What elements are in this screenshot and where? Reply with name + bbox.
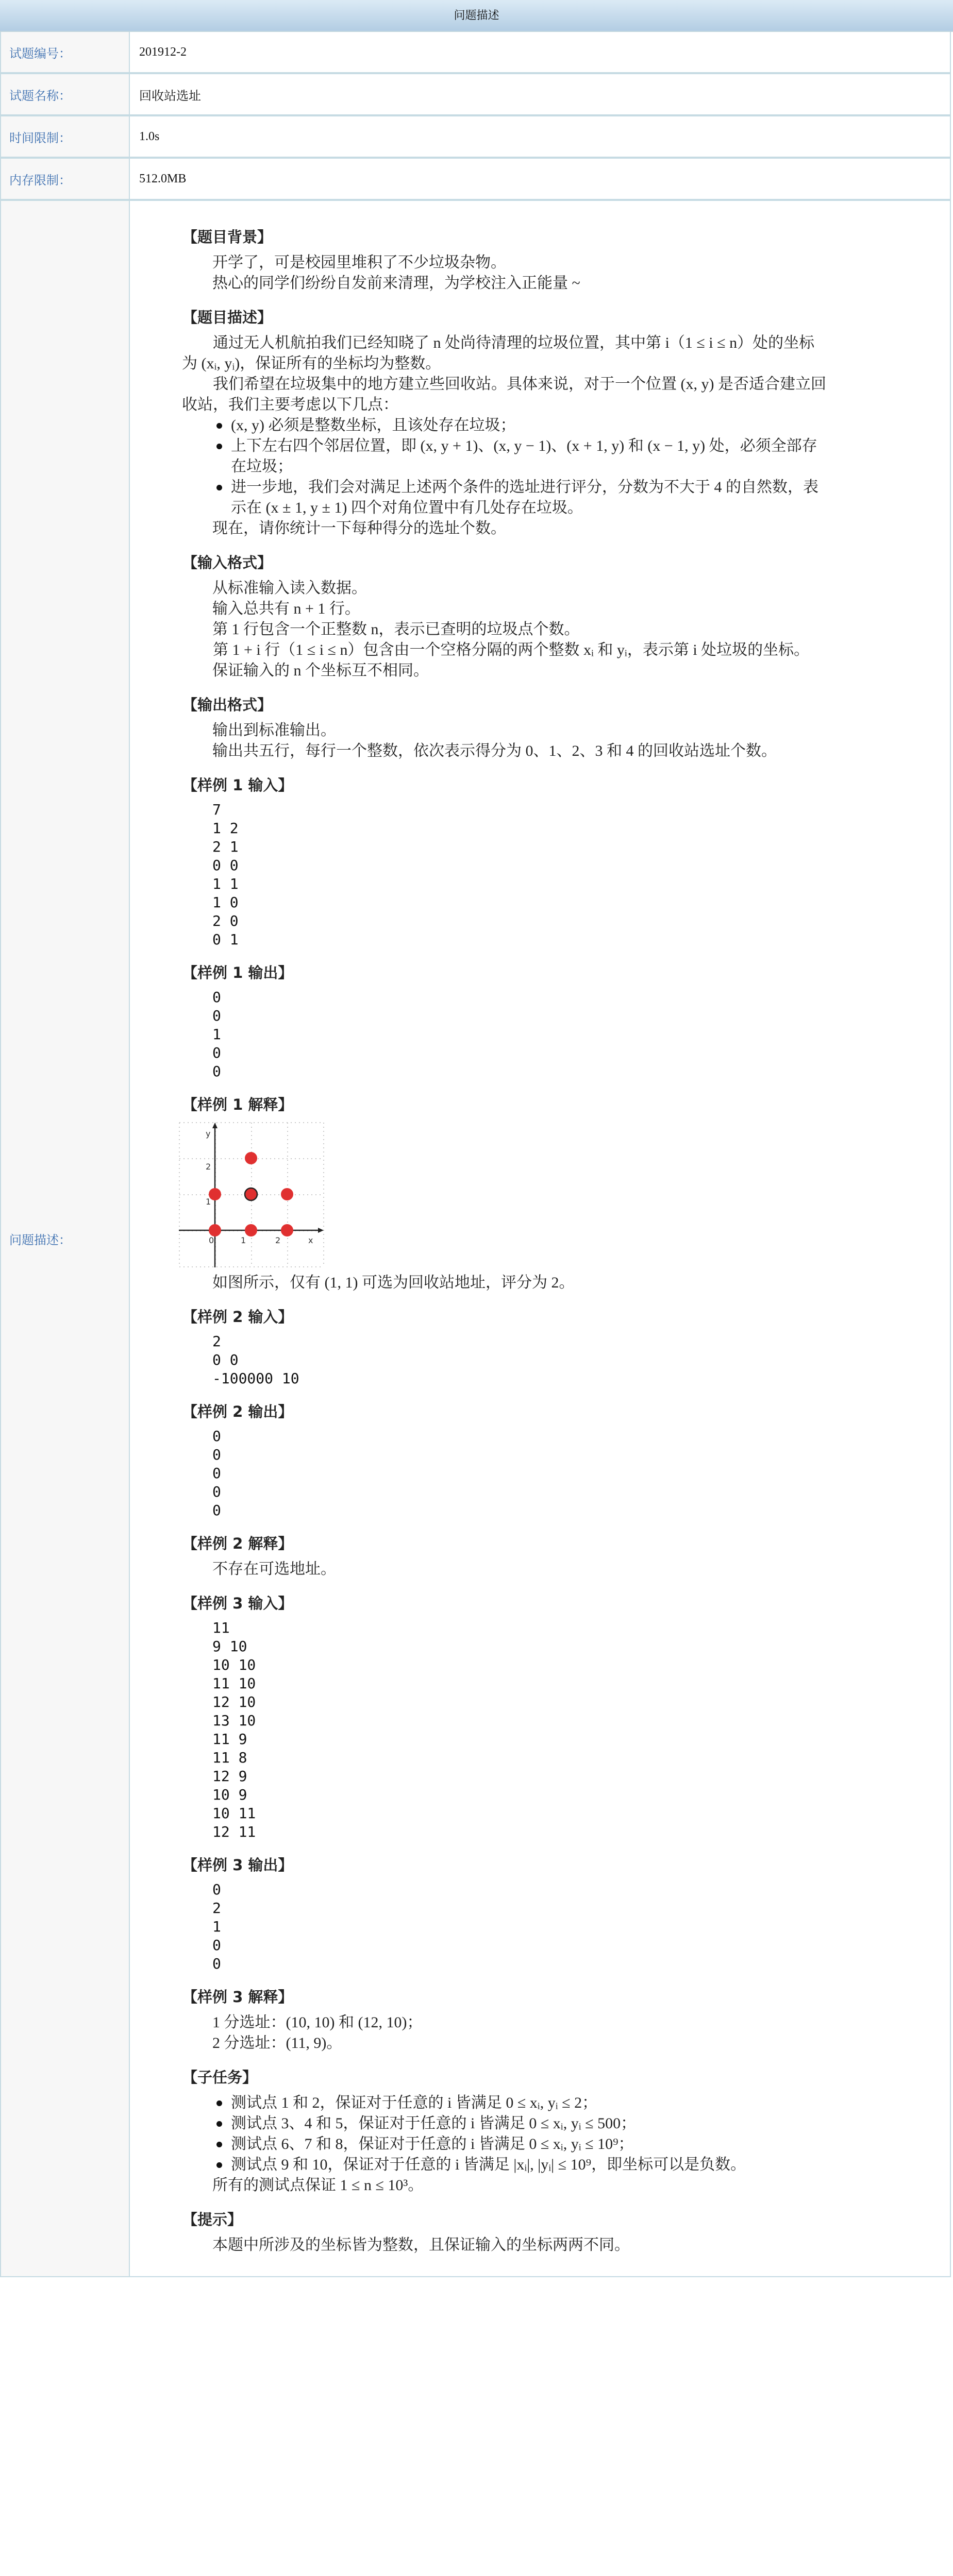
list-item — [216, 477, 827, 518]
code-line: 0 0 — [212, 857, 239, 874]
list-item — [216, 436, 827, 477]
code-line: 0 0 — [212, 1351, 239, 1368]
paragraph: 2 分选址：(11, 9)。 — [212, 2035, 342, 2052]
x-tick-label: 0 — [209, 1235, 214, 1245]
section-heading-subtasks: 【子任务】 — [182, 2069, 258, 2086]
section-heading-description: 【题目描述】 — [182, 309, 273, 326]
x-tick-label: 2 — [275, 1235, 281, 1245]
code-line: 2 — [212, 1900, 221, 1917]
code-line: 12 10 — [212, 1693, 256, 1710]
code-line: 9 10 — [212, 1638, 247, 1655]
code-line: 11 8 — [212, 1749, 247, 1766]
info-label: 内存限制： — [1, 159, 130, 199]
paragraph: 输入总共有 n + 1 行。 — [212, 600, 360, 617]
section-heading-sample2-explain: 【样例 2 解释】 — [182, 1535, 293, 1552]
list-item-text: 进一步地，我们会对满足上述两个条件的选址进行评分，分数为不大于 4 的自然数，表示在 (x ± 1, y ± 1) 四个对角位置中有几处存在垃圾。 — [231, 479, 818, 516]
info-row-problem-name — [0, 74, 951, 116]
section-heading-sample1-explain: 【样例 1 解释】 — [182, 1096, 293, 1113]
code-line: 11 10 — [212, 1675, 256, 1692]
code-line: 0 — [212, 1465, 221, 1482]
info-row-time-limit — [0, 116, 951, 159]
y-axis-arrow-icon — [212, 1123, 218, 1128]
info-row-problem-id — [0, 32, 951, 74]
code-line: 0 — [212, 1428, 221, 1445]
bullet-icon — [216, 2142, 222, 2147]
code-line: 1 2 — [212, 820, 239, 837]
code-line: 0 — [212, 1955, 221, 1972]
info-label: 试题名称： — [1, 74, 130, 114]
paragraph: 如图所示，仅有 (1, 1) 可选为回收站地址，评分为 2。 — [212, 1274, 575, 1291]
info-value: 1.0s — [139, 129, 160, 143]
sample2-output — [182, 1427, 827, 1520]
section-heading-sample1-output: 【样例 1 输出】 — [182, 964, 293, 981]
section-heading-sample1-input: 【样例 1 输入】 — [182, 776, 293, 794]
section-heading-output-format: 【输出格式】 — [182, 696, 273, 714]
list-item-text: 测试点 1 和 2，保证对于任意的 i 皆满足 0 ≤ xᵢ, yᵢ ≤ 2； — [231, 2094, 598, 2111]
code-line: 2 1 — [212, 838, 239, 855]
list-item — [216, 2134, 827, 2155]
bullet-icon — [216, 485, 222, 490]
info-label: 试题编号： — [1, 32, 130, 72]
sample1-figure — [179, 1122, 324, 1267]
y-axis-label: y — [206, 1129, 211, 1139]
paragraph: 输出共五行，每行一个整数，依次表示得分为 0、1、2、3 和 4 的回收站选址个数。 — [212, 742, 777, 759]
sample2-input — [182, 1332, 827, 1388]
code-line: 1 1 — [212, 875, 239, 892]
code-line: 11 9 — [212, 1731, 247, 1748]
paragraph: 1 分选址：(10, 10) 和 (12, 10)； — [212, 2014, 423, 2031]
sample3-output — [182, 1880, 827, 1973]
paragraph: 第 1 行包含一个正整数 n，表示已查明的垃圾点个数。 — [212, 621, 580, 638]
code-line: 1 — [212, 1918, 221, 1935]
description-label: 问题描述： — [1, 201, 130, 2276]
section-heading-background: 【题目背景】 — [182, 228, 273, 246]
code-line: 11 — [212, 1619, 230, 1636]
paragraph: 开学了，可是校园里堆积了不少垃圾杂物。 — [212, 254, 506, 271]
y-tick-label: 1 — [206, 1197, 211, 1207]
code-line: 2 0 — [212, 912, 239, 929]
code-line: 13 10 — [212, 1712, 256, 1729]
problem-content — [182, 201, 827, 2276]
sample3-input — [182, 1619, 827, 1841]
x-tick-label: 1 — [241, 1235, 246, 1245]
trash-point — [281, 1188, 293, 1200]
paragraph: 通过无人机航拍我们已经知晓了 n 处尚待清理的垃圾位置，其中第 i（1 ≤ i ≤ n）处的坐标为 (xᵢ, yᵢ)，保证所有的坐标均为整数。 — [182, 334, 815, 372]
list-item-text: 测试点 9 和 10，保证对于任意的 i 皆满足 |xᵢ|, |yᵢ| ≤ 10⁹，即坐标可以是负数。 — [231, 2156, 746, 2173]
code-line: 0 — [212, 1483, 221, 1500]
code-line: 0 — [212, 1881, 221, 1898]
trash-point — [209, 1188, 221, 1200]
paragraph: 本题中所涉及的坐标皆为整数，且保证输入的坐标两两不同。 — [212, 2236, 630, 2253]
paragraph: 热心的同学们纷纷自发前来清理，为学校注入正能量 ~ — [212, 275, 580, 292]
sample1-input — [182, 801, 827, 949]
info-row-memory-limit — [0, 159, 951, 201]
bullet-icon — [216, 2100, 222, 2106]
panel-header: 问题描述 — [0, 0, 953, 32]
code-line: 2 — [212, 1333, 221, 1350]
list-item — [216, 415, 827, 436]
trash-point — [281, 1224, 293, 1236]
paragraph: 保证输入的 n 个坐标互不相同。 — [212, 662, 429, 679]
code-line: 1 0 — [212, 894, 239, 911]
x-axis-arrow-icon — [318, 1228, 324, 1233]
list-item-text: (x, y) 必须是整数坐标，且该处存在垃圾； — [231, 417, 516, 434]
section-heading-sample3-explain: 【样例 3 解释】 — [182, 1988, 293, 2006]
paragraph: 输出到标准输出。 — [212, 722, 336, 739]
code-line: 10 9 — [212, 1786, 247, 1803]
list-item — [216, 2155, 827, 2175]
code-line: 0 — [212, 989, 221, 1006]
paragraph: 我们希望在垃圾集中的地方建立些回收站。具体来说，对于一个位置 (x, y) 是否适合建立回收站，我们主要考虑以下几点： — [182, 376, 826, 413]
info-value: 512.0MB — [139, 172, 187, 185]
section-heading-sample3-output: 【样例 3 输出】 — [182, 1856, 293, 1874]
list-item-text: 上下左右四个邻居位置，即 (x, y + 1)、(x, y − 1)、(x + 1, y) 和 (x − 1, y) 处，必须全部存在垃圾； — [231, 437, 817, 475]
code-line: 12 9 — [212, 1768, 247, 1785]
trash-point — [245, 1152, 257, 1164]
bullet-icon — [216, 2162, 222, 2168]
bullet-icon — [216, 2121, 222, 2127]
trash-point — [245, 1224, 257, 1236]
section-heading-sample3-input: 【样例 3 输入】 — [182, 1595, 293, 1612]
trash-point — [209, 1224, 221, 1236]
code-line: -100000 10 — [212, 1370, 299, 1387]
paragraph: 不存在可选地址。 — [212, 1561, 336, 1578]
code-line: 0 — [212, 1063, 221, 1080]
code-line: 0 — [212, 1007, 221, 1024]
code-line: 10 11 — [212, 1805, 256, 1822]
list-item — [216, 2113, 827, 2134]
section-heading-sample2-input: 【样例 2 输入】 — [182, 1308, 293, 1326]
paragraph: 从标准输入读入数据。 — [212, 580, 367, 597]
section-heading-sample2-output: 【样例 2 输出】 — [182, 1403, 293, 1420]
sample1-output — [182, 988, 827, 1081]
list-item-text: 测试点 3、4 和 5，保证对于任意的 i 皆满足 0 ≤ xᵢ, yᵢ ≤ 500； — [231, 2115, 637, 2132]
code-line: 12 11 — [212, 1823, 256, 1840]
code-line: 0 1 — [212, 931, 239, 948]
highlighted-trash-point — [245, 1188, 257, 1200]
info-value: 201912-2 — [139, 45, 187, 59]
list-item-text: 测试点 6、7 和 8，保证对于任意的 i 皆满足 0 ≤ xᵢ, yᵢ ≤ 10⁹； — [231, 2136, 634, 2153]
code-line: 0 — [212, 1502, 221, 1519]
paragraph: 第 1 + i 行（1 ≤ i ≤ n）包含由一个空格分隔的两个整数 xᵢ 和 yᵢ，表示第 i 处垃圾的坐标。 — [213, 641, 810, 658]
bullet-icon — [216, 423, 222, 429]
code-line: 7 — [212, 801, 221, 818]
list-item — [216, 2093, 827, 2113]
code-line: 0 — [212, 1044, 221, 1061]
x-axis-label: x — [308, 1235, 313, 1245]
info-value: 回收站选址 — [139, 89, 201, 103]
info-label: 时间限制： — [1, 116, 130, 157]
code-line: 0 — [212, 1937, 221, 1954]
y-tick-label: 2 — [206, 1162, 211, 1172]
section-heading-hint: 【提示】 — [182, 2211, 243, 2228]
code-line: 10 10 — [212, 1656, 256, 1673]
bullet-icon — [216, 444, 222, 449]
code-line: 1 — [212, 1026, 221, 1043]
code-line: 0 — [212, 1446, 221, 1463]
paragraph: 所有的测试点保证 1 ≤ n ≤ 10³。 — [212, 2177, 424, 2194]
description-row — [0, 201, 951, 2277]
paragraph: 现在，请你统计一下每种得分的选址个数。 — [212, 520, 506, 537]
section-heading-input-format: 【输入格式】 — [182, 554, 273, 571]
